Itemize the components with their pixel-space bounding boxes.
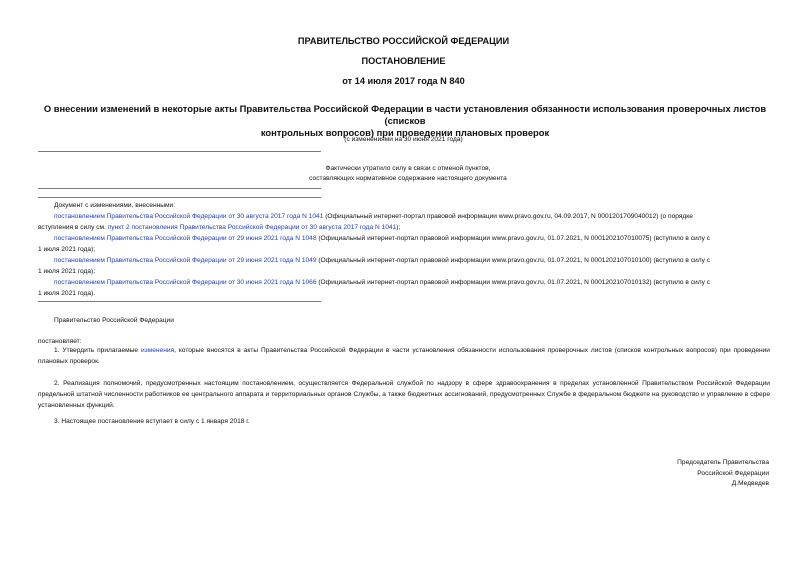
resolves-label: постановляет: (38, 338, 82, 345)
document-type-heading: ПОСТАНОВЛЕНИЕ (361, 56, 446, 66)
divider (38, 188, 321, 189)
document-title (38, 103, 772, 139)
amendment-text: (Официальный интернет-портал правовой информации www.pravo.gov.ru, 01.07.2021, N 0001202107010100) (вступило в силу с (316, 257, 711, 264)
paragraph-3: 3. Настоящее постановление вступает в силу с 1 января 2018 г. (54, 418, 250, 425)
status-note-line-2: составляющих нормативное содержание настоящего документа (309, 175, 507, 182)
amendment-item-4 (54, 277, 710, 288)
government-rf-label: Правительство Российской Федерации (54, 317, 174, 324)
paragraph-1 (38, 345, 770, 367)
paragraph-2: 2. Реализация полномочий, предусмотренных настоящим постановлением, осуществляется Федеральной службой по надзору в сфере здравоохранения в пределах установленной Правительством Российской Федерации предельной штатной численности работников ее центрального аппарата и территориальных органов Службы, а также бюджетных ассигнований, предусмотренных Службе в федеральном бюджете на руководство и управление в сфере установленных функций. (38, 380, 770, 409)
amendment-text: (Официальный интернет-портал правовой информации www.pravo.gov.ru, 04.09.2017, N 0001201709040012) (о порядке (323, 213, 693, 220)
amendment-item-2 (54, 233, 710, 244)
changes-link[interactable]: изменения (140, 347, 175, 354)
status-note-line-1: Фактически утратило силу в связи с отменой пунктов, (325, 165, 491, 172)
date-number-heading: от 14 июля 2017 года N 840 (342, 76, 465, 86)
amendment-text: (Официальный интернет-портал правовой информации www.pravo.gov.ru, 01.07.2021, N 0001202107010132) (вступило в силу с (316, 279, 711, 286)
amendment-item-3 (54, 255, 710, 266)
amendment-text: вступления в силу см. (38, 224, 108, 231)
amendment-item-2-cont: 1 июля 2021 года); (38, 246, 96, 253)
amendment-text: ); (396, 224, 401, 231)
signature-line-2: Российской Федерации (697, 469, 769, 477)
divider (38, 151, 321, 152)
amendment-link-1048[interactable]: постановлением Правительства Российской Федерации от 29 июня 2021 года N 1048 (54, 235, 317, 242)
amendment-item-1-cont (38, 222, 400, 233)
paragraph-text: , которые вносятся в акты Правительства Российской Федерации в части установления обязанности использования проверочных листов (списков контрольных вопросов) при проведении плановых проверок. (38, 347, 770, 365)
amendment-link-1049[interactable]: постановлением Правительства Российской Федерации от 29 июня 2021 года N 1049 (54, 257, 317, 264)
revision-note: (с изменениями на 30 июня 2021 года) (344, 136, 463, 143)
paragraph-text: 1. Утвердить прилагаемые (54, 347, 141, 354)
status-note (88, 164, 728, 184)
amendment-link-1041[interactable]: постановлением Правительства Российской Федерации от 30 августа 2017 года N 1041 (54, 213, 324, 220)
divider (38, 301, 321, 302)
amendment-link-1066[interactable]: постановлением Правительства Российской Федерации от 30 июня 2021 года N 1066 (54, 279, 317, 286)
amendment-item-4-cont: 1 июля 2021 года). (38, 290, 96, 297)
amendment-item-3-cont: 1 июля 2021 года); (38, 268, 96, 275)
divider (38, 197, 321, 198)
amendment-text: (Официальный интернет-портал правовой информации www.pravo.gov.ru, 01.07.2021, N 0001202107010075) (вступило в силу с (316, 235, 711, 242)
amendments-intro: Документ с изменениями, внесенными: (54, 202, 176, 209)
title-line-1: О внесении изменений в некоторые акты Правительства Российской Федерации в части установления обязанности использования проверочных листов (списков (43, 103, 767, 126)
government-heading: ПРАВИТЕЛЬСТВО РОССИЙСКОЙ ФЕДЕРАЦИИ (297, 36, 510, 46)
title-line-2: контрольных вопросов) при проведении плановых проверок (260, 127, 550, 138)
signature-line-1: Председатель Правительства (677, 459, 769, 466)
signature-line-3: Д.Медведев (731, 480, 769, 487)
signature-block (677, 458, 769, 490)
amendment-link-1041-point2[interactable]: пункт 2 постановления Правительства Российской Федерации от 30 августа 2017 года N 1041 (107, 224, 397, 231)
amendment-item-1 (54, 211, 693, 222)
